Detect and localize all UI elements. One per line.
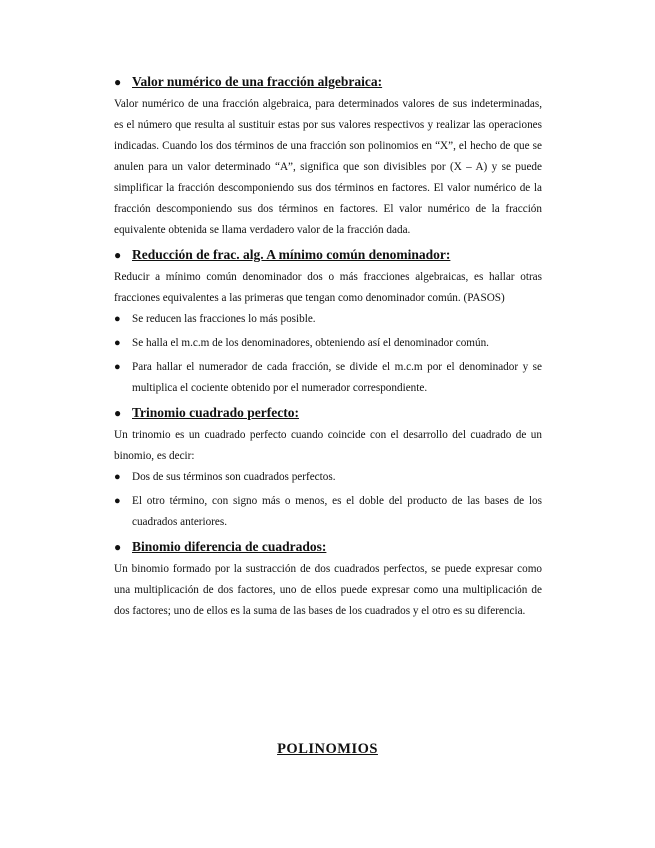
bullet-icon: ● bbox=[114, 540, 122, 554]
list-item-text: El otro término, con signo más o menos, es el doble del producto de las bases de los cuadrados anteriores. bbox=[132, 495, 542, 528]
bullet-icon: ● bbox=[114, 495, 121, 507]
list-item bbox=[114, 309, 542, 330]
bullet-icon: ● bbox=[114, 406, 122, 420]
conditions-list bbox=[114, 467, 542, 533]
list-item-text: Para hallar el numerador de cada fracción, se divide el m.c.m por el denominador y se multiplica el cociente obtenido por el numerador correspondiente. bbox=[132, 361, 542, 394]
section-heading-valor-numerico bbox=[114, 72, 542, 92]
list-item-text: Se halla el m.c.m de los denominadores, obteniendo así el denominador común. bbox=[132, 337, 489, 349]
heading-text: Valor numérico de una fracción algebraica: bbox=[132, 74, 383, 89]
section-paragraph: Valor numérico de una fracción algebraica, para determinados valores de sus indeterminadas, es el número que resulta al sustituir estas por sus valores respectivos y realizar las operaciones indicadas. Cuando los dos términos de una fracción son polinomios en “X”, el hecho de que se anulen para un valor determinado “A”, significa que son divisibles por (X – A) y se puede simplificar la fracción descomponiendo sus dos términos en factores. El valor numérico de la fracción descomponiendo sus dos términos en factores. El valor numérico de la fracción equivalente obtenida se llama verdadero valor de la fracción dada. bbox=[114, 98, 542, 236]
section-heading-trinomio bbox=[114, 403, 542, 423]
bullet-icon: ● bbox=[114, 248, 122, 262]
list-item bbox=[114, 333, 542, 354]
list-item-text: Se reducen las fracciones lo más posible. bbox=[132, 313, 316, 325]
bullet-icon: ● bbox=[114, 361, 121, 373]
bullet-icon: ● bbox=[114, 471, 121, 483]
heading-text: Trinomio cuadrado perfecto: bbox=[132, 405, 299, 420]
list-item bbox=[114, 467, 542, 488]
section-paragraph: Un binomio formado por la sustracción de dos cuadrados perfectos, se puede expresar como una multiplicación de dos factores, uno de ellos puede expresar como una multiplicación de dos factores; uno de ellos es la suma de las bases de los cuadrados y el otro es su diferencia. bbox=[114, 563, 542, 617]
list-item bbox=[114, 491, 542, 533]
section-heading-binomio bbox=[114, 537, 542, 557]
heading-text: Binomio diferencia de cuadrados: bbox=[132, 539, 327, 554]
section-paragraph: Reducir a mínimo común denominador dos o más fracciones algebraicas, es hallar otras fracciones equivalentes a las primeras que tengan como denominador común. (PASOS) bbox=[114, 271, 542, 304]
section-paragraph: Un trinomio es un cuadrado perfecto cuando coincide con el desarrollo del cuadrado de un binomio, es decir: bbox=[114, 429, 542, 462]
page-title: POLINOMIOS bbox=[277, 741, 378, 757]
bullet-icon: ● bbox=[114, 313, 121, 325]
bullet-icon: ● bbox=[114, 337, 121, 349]
bullet-icon: ● bbox=[114, 75, 122, 89]
section-heading-reduccion bbox=[114, 245, 542, 265]
steps-list bbox=[114, 309, 542, 399]
document-body bbox=[114, 68, 542, 622]
list-item-text: Dos de sus términos son cuadrados perfectos. bbox=[132, 471, 336, 483]
list-item bbox=[114, 357, 542, 399]
heading-text: Reducción de frac. alg. A mínimo común denominador: bbox=[132, 247, 451, 262]
